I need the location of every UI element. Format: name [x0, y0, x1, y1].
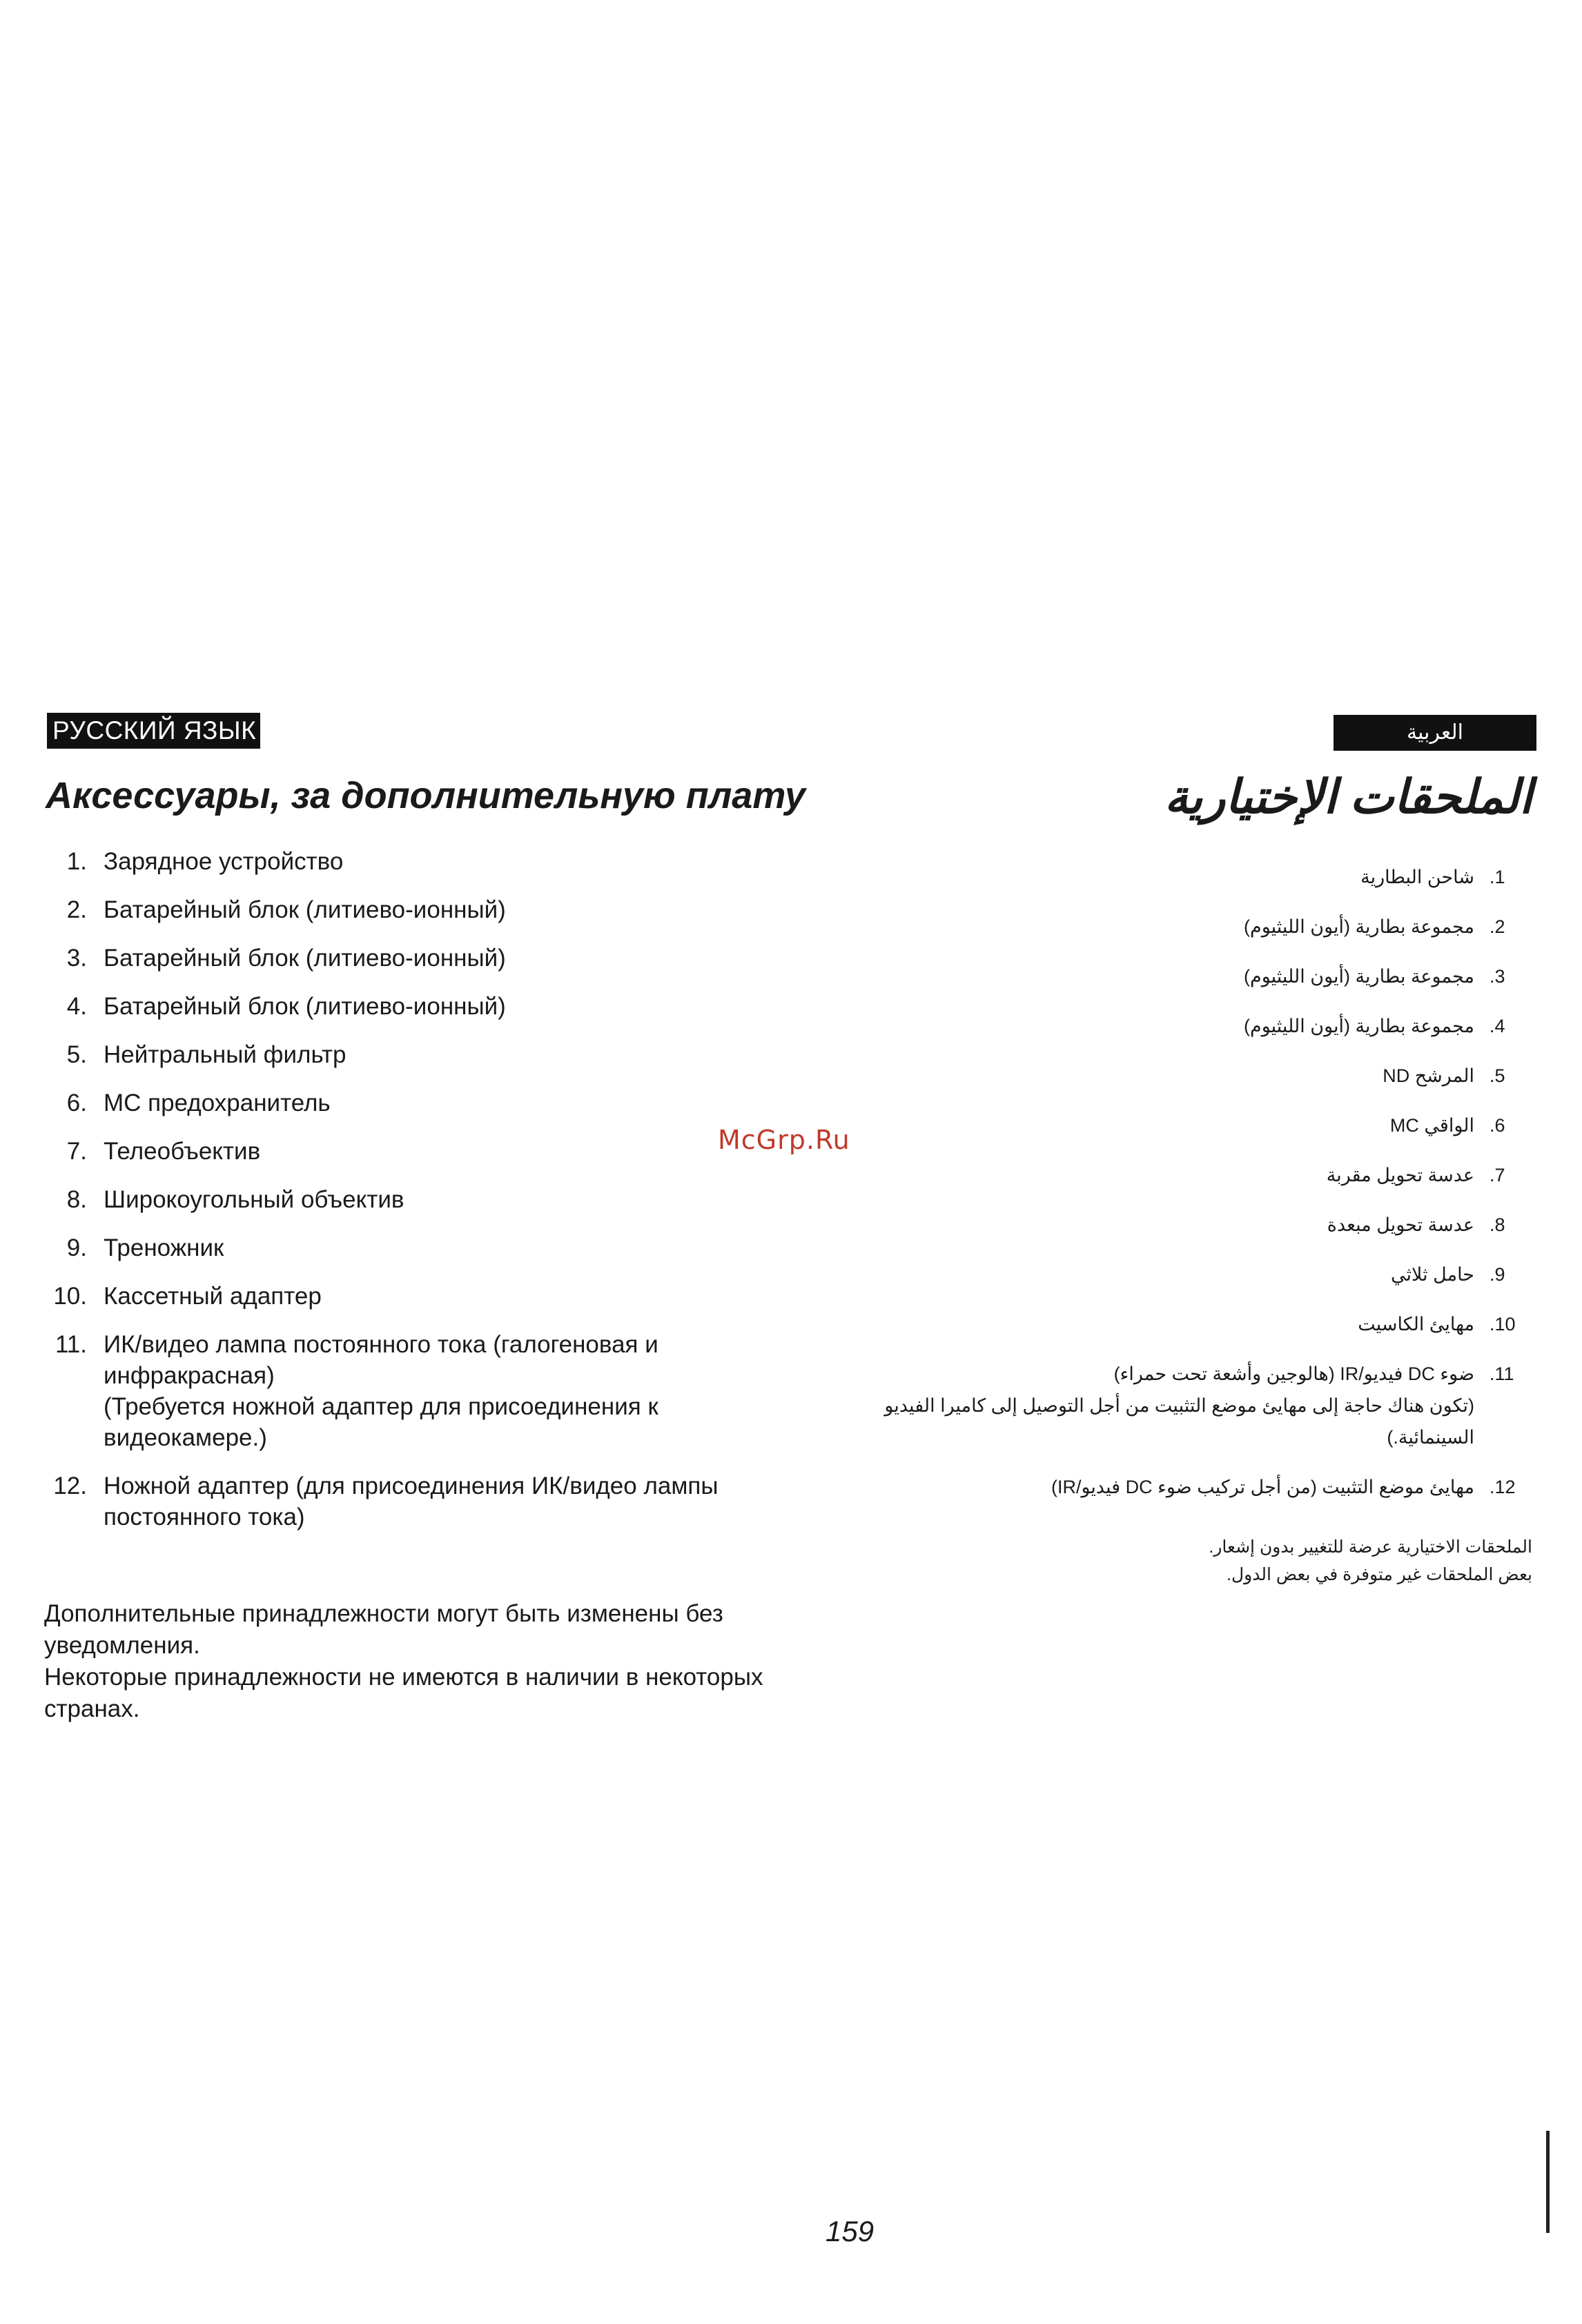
list-item-text: [104, 943, 837, 974]
russian-list-item: [43, 1329, 837, 1453]
list-item-number: 5.: [66, 1041, 87, 1068]
list-item-line: مجموعة بطارية (أيون الليثيوم): [1243, 966, 1474, 987]
russian-list-item: [43, 894, 837, 925]
list-item-line: ضوء DC فيديو/IR (هالوجين وأشعة تحت حمراء): [1113, 1363, 1474, 1384]
list-item-line: عدسة تحويل مبعدة: [1327, 1214, 1474, 1235]
arabic-list-item: [843, 1358, 1534, 1453]
list-item-line: ИК/видео лампа постоянного тока (галогеновая и: [104, 1331, 658, 1358]
list-item-number: .10: [1490, 1314, 1516, 1335]
list-item-number: 8.: [66, 1186, 87, 1213]
arabic-list-item: [843, 1209, 1534, 1241]
list-item-line: Кассетный адаптер: [104, 1283, 322, 1310]
russian-list-item: [43, 1232, 837, 1263]
russian-list-item: [43, 1470, 837, 1533]
note-line: Некоторые принадлежности не имеются в наличии в некоторых: [44, 1664, 763, 1691]
list-item-line: Телеобъектив: [104, 1138, 261, 1165]
arabic-list-item: [843, 1159, 1534, 1191]
list-item-line: عدسة تحويل مقربة: [1326, 1165, 1474, 1185]
list-item-line: (تكون هناك حاجة إلى مهايئ موضع التثبيت من أجل التوصيل إلى كاميرا الفيديو: [884, 1395, 1474, 1416]
russian-list-item: [43, 1039, 837, 1070]
list-item-line: постоянного тока): [104, 1504, 305, 1530]
list-item-text: [843, 861, 1490, 893]
arabic-list-item: [843, 911, 1534, 943]
list-item-line: видеокамере.): [104, 1424, 267, 1451]
arabic-list-item: [843, 1010, 1534, 1042]
russian-page-title: Аксессуары, за дополнительную плату: [46, 775, 806, 816]
list-item-line: Зарядное устройство: [104, 848, 344, 875]
list-item-number: .3: [1490, 966, 1505, 987]
list-item-line: Батарейный блок (литиево-ионный): [104, 993, 506, 1020]
russian-list-item: [43, 991, 837, 1022]
list-item-text: [843, 1471, 1490, 1503]
note-line: الملحقات الاختيارية عرضة للتغيير بدون إشعار.: [1209, 1537, 1532, 1557]
list-item-number: 1.: [66, 848, 87, 875]
list-item-text: [843, 1010, 1490, 1042]
russian-list-item: [43, 1281, 837, 1312]
russian-list-item: [43, 1087, 837, 1119]
list-item-text: [104, 846, 837, 877]
list-item-text: [104, 1184, 837, 1215]
list-item-line: شاحن البطارية: [1360, 867, 1474, 887]
list-item-text: [843, 1259, 1490, 1290]
russian-accessory-list: [43, 846, 837, 1550]
arabic-list-item: [843, 1471, 1534, 1503]
arabic-notes: [1008, 1533, 1532, 1588]
list-item-line: инфракрасная): [104, 1362, 275, 1389]
list-item-number: 11.: [55, 1331, 87, 1358]
list-item-text: [104, 1329, 837, 1453]
list-item-number: .1: [1490, 867, 1505, 887]
arabic-list-item: [843, 961, 1534, 992]
arabic-language-tag: العربية: [1334, 715, 1536, 751]
arabic-page-title: الملحقات الإختيارية: [1164, 771, 1532, 823]
list-item-number: .8: [1490, 1214, 1505, 1235]
arabic-list-item: [843, 1060, 1534, 1092]
page-number: 159: [826, 2215, 875, 2247]
note-line: بعض الملحقات غير متوفرة في بعض الدول.: [1227, 1565, 1532, 1584]
russian-list-item: [43, 943, 837, 974]
arabic-list-item: [843, 1308, 1534, 1340]
list-item-text: [104, 991, 837, 1022]
list-item-number: 7.: [66, 1138, 87, 1165]
list-item-line: مجموعة بطارية (أيون الليثيوم): [1243, 916, 1474, 937]
list-item-number: .5: [1490, 1065, 1505, 1086]
list-item-line: Батарейный блок (литиево-ионный): [104, 896, 506, 923]
list-item-text: [104, 1232, 837, 1263]
list-item-number: .2: [1490, 916, 1505, 937]
list-item-number: 10.: [53, 1283, 87, 1310]
russian-language-tag: РУССКИЙ ЯЗЫК: [47, 713, 260, 749]
watermark-link[interactable]: McGrp.Ru: [718, 1125, 850, 1155]
list-item-text: [104, 1039, 837, 1070]
list-item-text: [843, 1110, 1490, 1141]
russian-notes: [44, 1598, 838, 1725]
list-item-line: MC предохранитель: [104, 1090, 331, 1116]
list-item-text: [843, 1358, 1490, 1453]
arabic-list-item: [843, 861, 1534, 893]
russian-list-item: [43, 1184, 837, 1215]
list-item-text: [843, 1159, 1490, 1191]
list-item-line: Треножник: [104, 1234, 224, 1261]
list-item-number: .11: [1490, 1363, 1514, 1384]
list-item-text: [104, 1281, 837, 1312]
list-item-line: مهايئ الكاسيت: [1358, 1314, 1474, 1335]
list-item-text: [104, 1470, 837, 1533]
list-item-number: 12.: [53, 1473, 87, 1499]
list-item-line: مهايئ موضع التثبيت (من أجل تركيب ضوء DC فيديو/IR): [1051, 1477, 1474, 1497]
list-item-line: المرشح ND: [1383, 1065, 1474, 1086]
list-item-line: Нейтральный фильтр: [104, 1041, 346, 1068]
list-item-number: 2.: [66, 896, 87, 923]
list-item-text: [843, 1209, 1490, 1241]
list-item-line: Широкоугольный объектив: [104, 1186, 404, 1213]
list-item-number: 3.: [66, 945, 87, 972]
list-item-line: حامل ثلاثي: [1391, 1264, 1474, 1285]
list-item-line: Ножной адаптер (для присоединения ИК/видео лампы: [104, 1473, 719, 1499]
arabic-accessory-list: [843, 861, 1534, 1521]
list-item-number: .7: [1490, 1165, 1505, 1185]
note-line: уведомления.: [44, 1632, 200, 1659]
list-item-text: [843, 911, 1490, 943]
list-item-number: 4.: [66, 993, 87, 1020]
list-item-text: [843, 1308, 1490, 1340]
russian-list-item: [43, 846, 837, 877]
list-item-line: Батарейный блок (литиево-ионный): [104, 945, 506, 972]
list-item-text: [843, 1060, 1490, 1092]
note-line: Дополнительные принадлежности могут быть изменены без: [44, 1600, 723, 1627]
list-item-number: 6.: [66, 1090, 87, 1116]
list-item-line: السينمائية.): [1387, 1427, 1474, 1448]
list-item-number: .9: [1490, 1264, 1505, 1285]
margin-bar: [1546, 2131, 1550, 2233]
list-item-number: 9.: [66, 1234, 87, 1261]
list-item-number: .6: [1490, 1115, 1505, 1136]
list-item-number: .12: [1490, 1477, 1516, 1497]
list-item-number: .4: [1490, 1016, 1505, 1036]
list-item-text: [104, 894, 837, 925]
arabic-list-item: [843, 1110, 1534, 1141]
list-item-line: الواقي MC: [1389, 1115, 1474, 1136]
note-line: странах.: [44, 1695, 140, 1722]
list-item-text: [104, 1087, 837, 1119]
list-item-line: (Требуется ножной адаптер для присоединения к: [104, 1393, 658, 1420]
arabic-list-item: [843, 1259, 1534, 1290]
list-item-text: [843, 961, 1490, 992]
list-item-line: مجموعة بطارية (أيون الليثيوم): [1243, 1016, 1474, 1036]
